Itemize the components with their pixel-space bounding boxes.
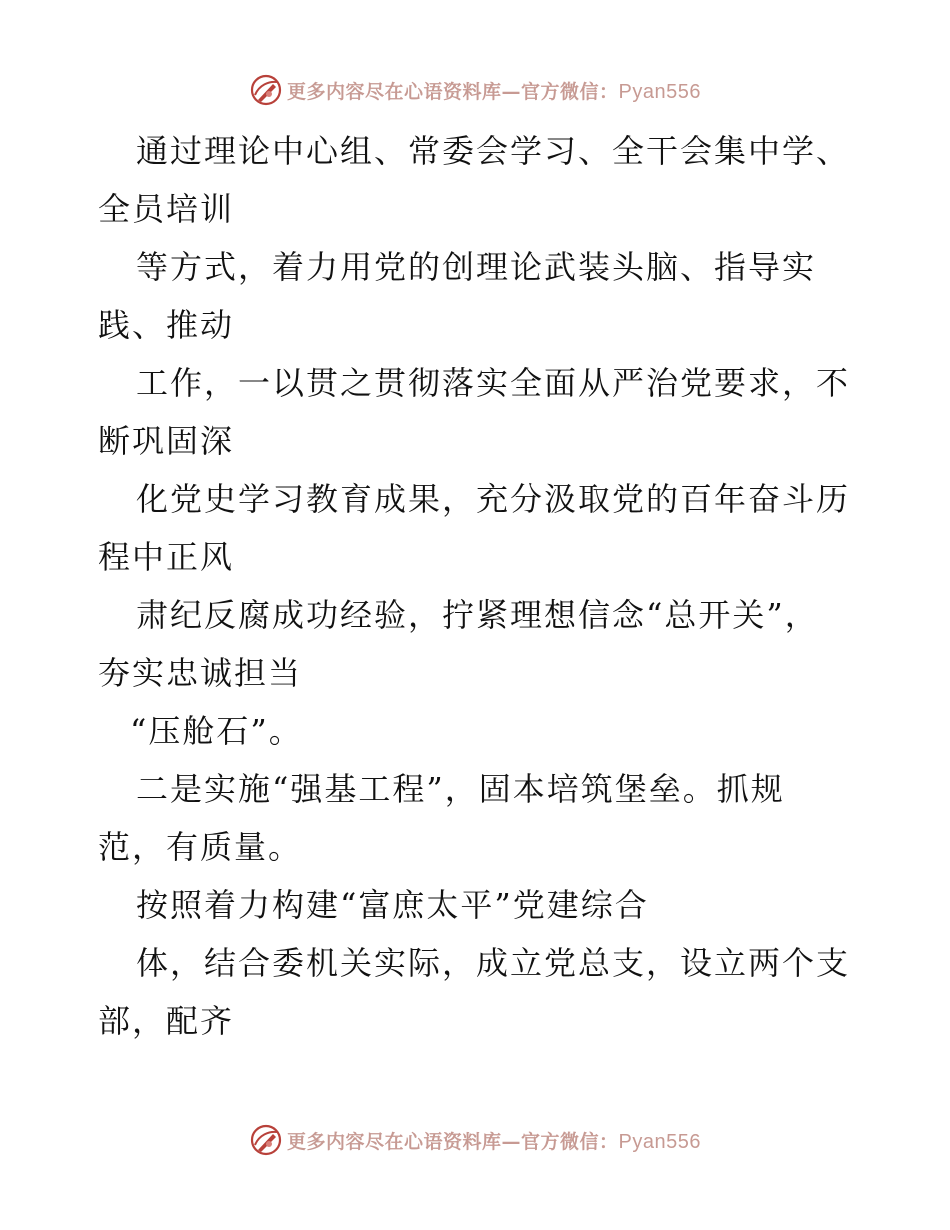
- text-line: 程中正风: [98, 538, 235, 576]
- text-line: 全员培训: [98, 190, 235, 228]
- text-line: 范，有质量。: [98, 828, 303, 866]
- text-line: 断巩固深: [98, 422, 235, 460]
- document-body: [98, 122, 858, 1050]
- text-line: 等方式，着力用党的创理论武装头脑、指导实: [136, 248, 817, 286]
- text-line: 工作，一以贯之贯彻落实全面从严治党要求，不: [136, 364, 851, 402]
- text-line: 夯实忠诚担当: [98, 654, 303, 692]
- footer-watermark-dash: —: [501, 1130, 522, 1153]
- footer-watermark: [0, 1118, 950, 1162]
- text-line: 体，结合委机关实际，成立党总支，设立两个支: [136, 944, 851, 982]
- text-line: 二是实施“强基工程”，固本培筑堡垒。抓规: [136, 770, 785, 808]
- text-line: “压舱石”。: [130, 712, 303, 750]
- header-watermark-id: Pyan556: [618, 80, 701, 103]
- text-line: 按照着力构建“富庶太平”党建综合: [136, 886, 649, 924]
- footer-watermark-text: 更多内容尽在心语资料库: [287, 1130, 502, 1153]
- footer-watermark-wechat: 官方微信：: [521, 1130, 619, 1153]
- text-line: 部，配齐: [98, 1002, 235, 1040]
- pen-logo-icon: [249, 73, 283, 107]
- text-line: 践、推动: [98, 306, 235, 344]
- text-line: 肃纪反腐成功经验，拧紧理想信念“总开关”，: [136, 596, 819, 634]
- pen-logo-icon: [249, 1123, 283, 1157]
- header-watermark-text: 更多内容尽在心语资料库: [287, 80, 502, 103]
- header-watermark-wechat: 官方微信：: [521, 80, 619, 103]
- footer-watermark-id: Pyan556: [618, 1130, 701, 1153]
- header-watermark: [0, 68, 950, 112]
- text-line: 化党史学习教育成果，充分汲取党的百年奋斗历: [136, 480, 851, 518]
- header-watermark-dash: —: [501, 80, 522, 103]
- text-line: 通过理论中心组、常委会学习、全干会集中学、: [136, 132, 851, 170]
